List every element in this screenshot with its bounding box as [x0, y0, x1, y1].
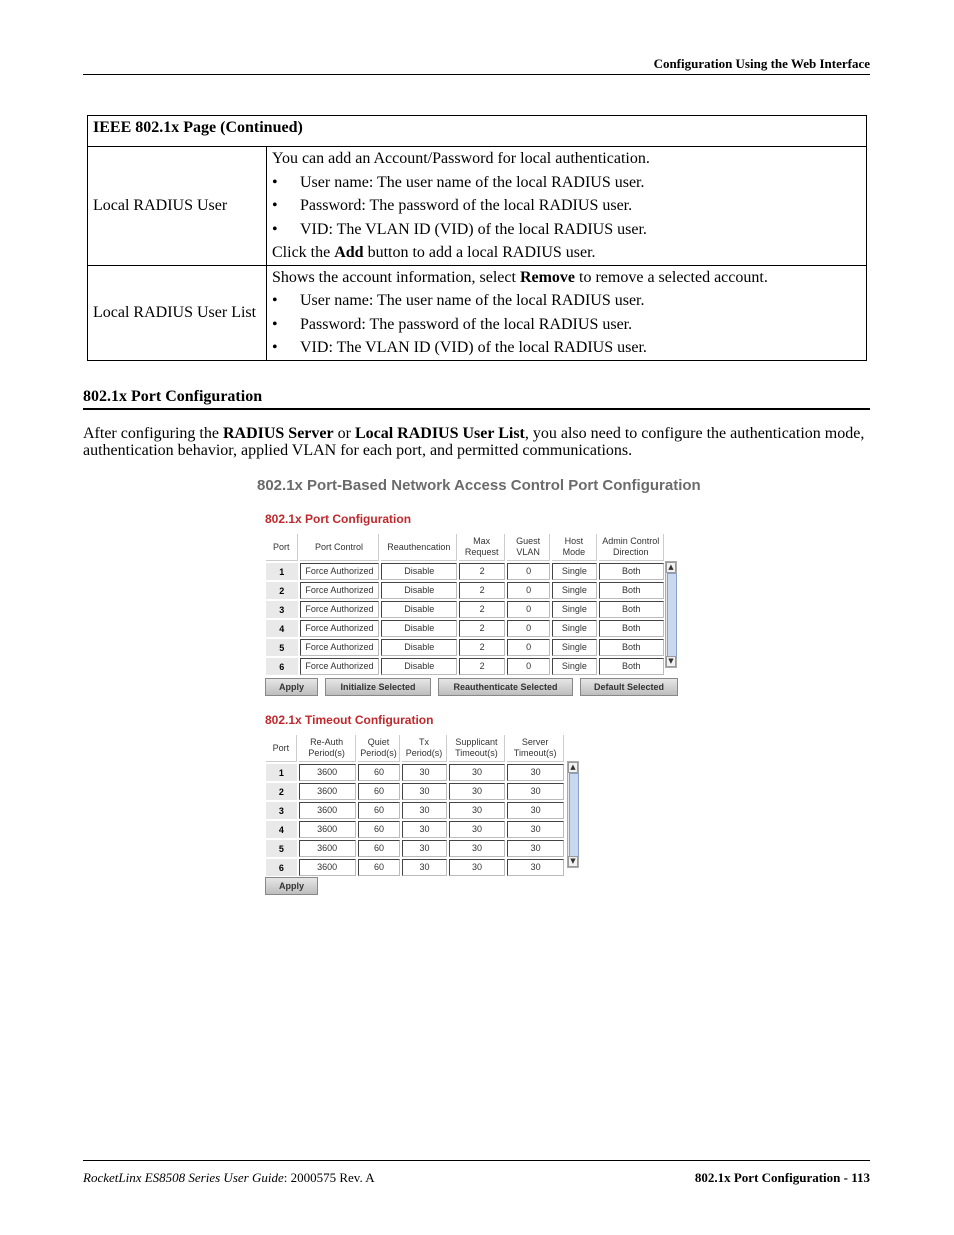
page-header — [83, 54, 870, 75]
reauth-period-input[interactable]: 3600 — [299, 764, 356, 781]
scroll-down-icon[interactable]: ▼ — [666, 656, 676, 667]
port-number: 6 — [266, 658, 298, 675]
bullet-item: • User name: The user name of the local RADIUS user. — [272, 292, 645, 309]
scroll-thumb[interactable] — [569, 773, 579, 858]
port-number: 5 — [266, 840, 297, 857]
col-supplicant-timeout: Supplicant Timeout(s) — [449, 735, 506, 762]
guest-vlan-input[interactable]: 0 — [507, 658, 550, 675]
bullet-item: • Password: The password of the local RADIUS user. — [272, 197, 633, 214]
admin-direction-select[interactable]: Both — [599, 620, 664, 637]
admin-direction-select[interactable]: Both — [599, 601, 664, 618]
footer-document-info: RocketLinx ES8508 Series User Guide: 2000575 Rev. A — [83, 1170, 375, 1185]
bullet-item: • VID: The VLAN ID (VID) of the local RADIUS user. — [272, 220, 647, 238]
footer-page-number: 802.1x Port Configuration - 113 — [694, 1170, 870, 1185]
description-footer: Click the Add button to add a local RADIUS user. — [272, 244, 596, 261]
scroll-thumb[interactable] — [667, 573, 677, 658]
col-host-mode: Host Mode — [552, 534, 597, 561]
host-mode-select[interactable]: Single — [552, 620, 597, 637]
description-intro: Shows the account information, select Remove to remove a selected account. — [272, 268, 768, 286]
port-config-title: 802.1x Port Configuration — [265, 512, 412, 526]
host-mode-select[interactable]: Single — [552, 563, 597, 580]
supplicant-timeout-input[interactable]: 30 — [449, 840, 506, 857]
reauth-period-input[interactable]: 3600 — [299, 783, 356, 800]
col-tx-period: Tx Period(s) — [402, 735, 446, 762]
max-request-input[interactable]: 2 — [459, 563, 505, 580]
reauth-select[interactable]: Disable — [381, 620, 457, 637]
bullet-item: • Password: The password of the local RADIUS user. — [272, 315, 633, 333]
host-mode-select[interactable]: Single — [552, 658, 597, 675]
timeout-config-table — [264, 733, 566, 878]
port-number: 4 — [266, 620, 298, 637]
quiet-period-input[interactable]: 60 — [358, 802, 401, 819]
col-reauth-period: Re-Auth Period(s) — [299, 735, 356, 762]
col-max-request: Max Request — [459, 534, 505, 561]
port-number: 5 — [266, 639, 298, 656]
port-control-select[interactable]: Force Authorized — [300, 620, 380, 637]
quiet-period-input[interactable]: 60 — [358, 764, 401, 781]
reauth-period-input[interactable]: 3600 — [299, 859, 356, 876]
guest-vlan-input[interactable]: 0 — [507, 601, 550, 618]
timeout-config-title: 802.1x Timeout Configuration — [265, 713, 434, 727]
reauthenticate-selected-button[interactable]: Reauthenticate Selected — [438, 678, 573, 696]
table-row — [266, 658, 664, 675]
reauth-select[interactable]: Disable — [381, 639, 457, 656]
guest-vlan-input[interactable]: 0 — [507, 563, 550, 580]
server-timeout-input[interactable]: 30 — [507, 783, 564, 800]
row-description — [267, 265, 867, 360]
port-control-select[interactable]: Force Authorized — [300, 639, 380, 656]
port-control-select[interactable]: Force Authorized — [300, 563, 380, 580]
reauth-period-input[interactable]: 3600 — [299, 802, 356, 819]
col-guest-vlan: Guest VLAN — [507, 534, 550, 561]
port-number: 1 — [266, 764, 297, 781]
page-footer — [83, 1160, 870, 1185]
col-reauth: Reauthencation — [381, 534, 457, 561]
port-number: 4 — [266, 821, 297, 838]
admin-direction-select[interactable]: Both — [599, 563, 664, 580]
section-intro: After configuring the RADIUS Server or Local RADIUS User List, you also need to configure the authentication mode, authentication behavior, applied VLAN for each port, and permitted communications. — [83, 425, 865, 459]
col-admin-direction: Admin Control Direction — [599, 534, 664, 561]
info-table-row — [88, 147, 867, 266]
supplicant-timeout-input[interactable]: 30 — [449, 802, 506, 819]
admin-direction-select[interactable]: Both — [599, 582, 664, 599]
host-mode-select[interactable]: Single — [552, 582, 597, 599]
table-row — [266, 764, 564, 781]
apply-button[interactable]: Apply — [265, 678, 318, 696]
max-request-input[interactable]: 2 — [459, 582, 505, 599]
scroll-down-icon[interactable]: ▼ — [568, 856, 578, 867]
tx-period-input[interactable]: 30 — [402, 821, 446, 838]
port-number: 2 — [266, 582, 298, 599]
quiet-period-input[interactable]: 60 — [358, 821, 401, 838]
admin-direction-select[interactable]: Both — [599, 658, 664, 675]
quiet-period-input[interactable]: 60 — [358, 859, 401, 876]
header-title: Configuration Using the Web Interface — [653, 56, 870, 71]
port-config-table — [264, 532, 666, 677]
default-selected-button[interactable]: Default Selected — [580, 678, 678, 696]
reauth-select[interactable]: Disable — [381, 601, 457, 618]
server-timeout-input[interactable]: 30 — [507, 821, 564, 838]
server-timeout-input[interactable]: 30 — [507, 840, 564, 857]
tx-period-input[interactable]: 30 — [402, 764, 446, 781]
port-number: 3 — [266, 601, 298, 618]
ui-page-title: 802.1x Port-Based Network Access Control Port Configuration — [257, 477, 701, 494]
reauth-select[interactable]: Disable — [381, 563, 457, 580]
max-request-input[interactable]: 2 — [459, 658, 505, 675]
reauth-select[interactable]: Disable — [381, 582, 457, 599]
host-mode-select[interactable]: Single — [552, 639, 597, 656]
col-port: Port — [266, 735, 297, 762]
info-table-header-row — [88, 116, 867, 147]
port-number: 3 — [266, 802, 297, 819]
info-table-title: IEEE 802.1x Page (Continued) — [88, 116, 867, 147]
description-intro: You can add an Account/Password for local authentication. — [272, 150, 650, 167]
guest-vlan-input[interactable]: 0 — [507, 639, 550, 656]
timeout-header-row — [266, 735, 564, 762]
port-control-select[interactable]: Force Authorized — [300, 582, 380, 599]
port-config-header-row — [266, 534, 664, 561]
ieee-info-table — [87, 115, 867, 361]
guest-vlan-input[interactable]: 0 — [507, 620, 550, 637]
server-timeout-input[interactable]: 30 — [507, 859, 564, 876]
supplicant-timeout-input[interactable]: 30 — [449, 764, 506, 781]
table-row — [266, 563, 664, 580]
reauth-period-input[interactable]: 3600 — [299, 821, 356, 838]
server-timeout-input[interactable]: 30 — [507, 802, 564, 819]
col-quiet-period: Quiet Period(s) — [358, 735, 401, 762]
reauth-period-input[interactable]: 3600 — [299, 840, 356, 857]
port-table-scrollbar[interactable] — [665, 561, 677, 668]
supplicant-timeout-input[interactable]: 30 — [449, 859, 506, 876]
timeout-apply-button[interactable]: Apply — [265, 877, 318, 895]
port-number: 6 — [266, 859, 297, 876]
quiet-period-input[interactable]: 60 — [358, 783, 401, 800]
row-description — [267, 147, 867, 266]
row-label-local-radius-user-list: Local RADIUS User List — [88, 265, 267, 360]
host-mode-select[interactable]: Single — [552, 601, 597, 618]
col-server-timeout: Server Timeout(s) — [507, 735, 564, 762]
max-request-input[interactable]: 2 — [459, 639, 505, 656]
guest-vlan-input[interactable]: 0 — [507, 582, 550, 599]
port-control-select[interactable]: Force Authorized — [300, 658, 380, 675]
scroll-up-icon[interactable]: ▲ — [568, 762, 578, 773]
port-number: 1 — [266, 563, 298, 580]
tx-period-input[interactable]: 30 — [402, 783, 446, 800]
quiet-period-input[interactable]: 60 — [358, 840, 401, 857]
tx-period-input[interactable]: 30 — [402, 859, 446, 876]
scroll-up-icon[interactable]: ▲ — [666, 562, 676, 573]
table-row — [266, 821, 564, 838]
port-control-select[interactable]: Force Authorized — [300, 601, 380, 618]
timeout-table-scrollbar[interactable] — [567, 761, 579, 868]
table-row — [266, 620, 664, 637]
port-number: 2 — [266, 783, 297, 800]
table-row — [266, 840, 564, 857]
supplicant-timeout-input[interactable]: 30 — [449, 821, 506, 838]
row-label-local-radius-user: Local RADIUS User — [88, 147, 267, 266]
initialize-selected-button[interactable]: Initialize Selected — [325, 678, 431, 696]
tx-period-input[interactable]: 30 — [402, 840, 446, 857]
table-row — [266, 601, 664, 618]
bullet-item: • User name: The user name of the local RADIUS user. — [272, 173, 645, 191]
table-row — [266, 802, 564, 819]
max-request-input[interactable]: 2 — [459, 601, 505, 618]
section-title: 802.1x Port Configuration — [83, 388, 870, 410]
reauth-select[interactable]: Disable — [381, 658, 457, 675]
table-row — [266, 859, 564, 876]
admin-direction-select[interactable]: Both — [599, 639, 664, 656]
col-port: Port — [266, 534, 298, 561]
table-row — [266, 639, 664, 656]
supplicant-timeout-input[interactable]: 30 — [449, 783, 506, 800]
col-port-control: Port Control — [300, 534, 380, 561]
tx-period-input[interactable]: 30 — [402, 802, 446, 819]
table-row — [266, 783, 564, 800]
server-timeout-input[interactable]: 30 — [507, 764, 564, 781]
table-row — [266, 582, 664, 599]
max-request-input[interactable]: 2 — [459, 620, 505, 637]
info-table-row — [88, 265, 867, 360]
bullet-item: • VID: The VLAN ID (VID) of the local RADIUS user. — [272, 339, 647, 356]
